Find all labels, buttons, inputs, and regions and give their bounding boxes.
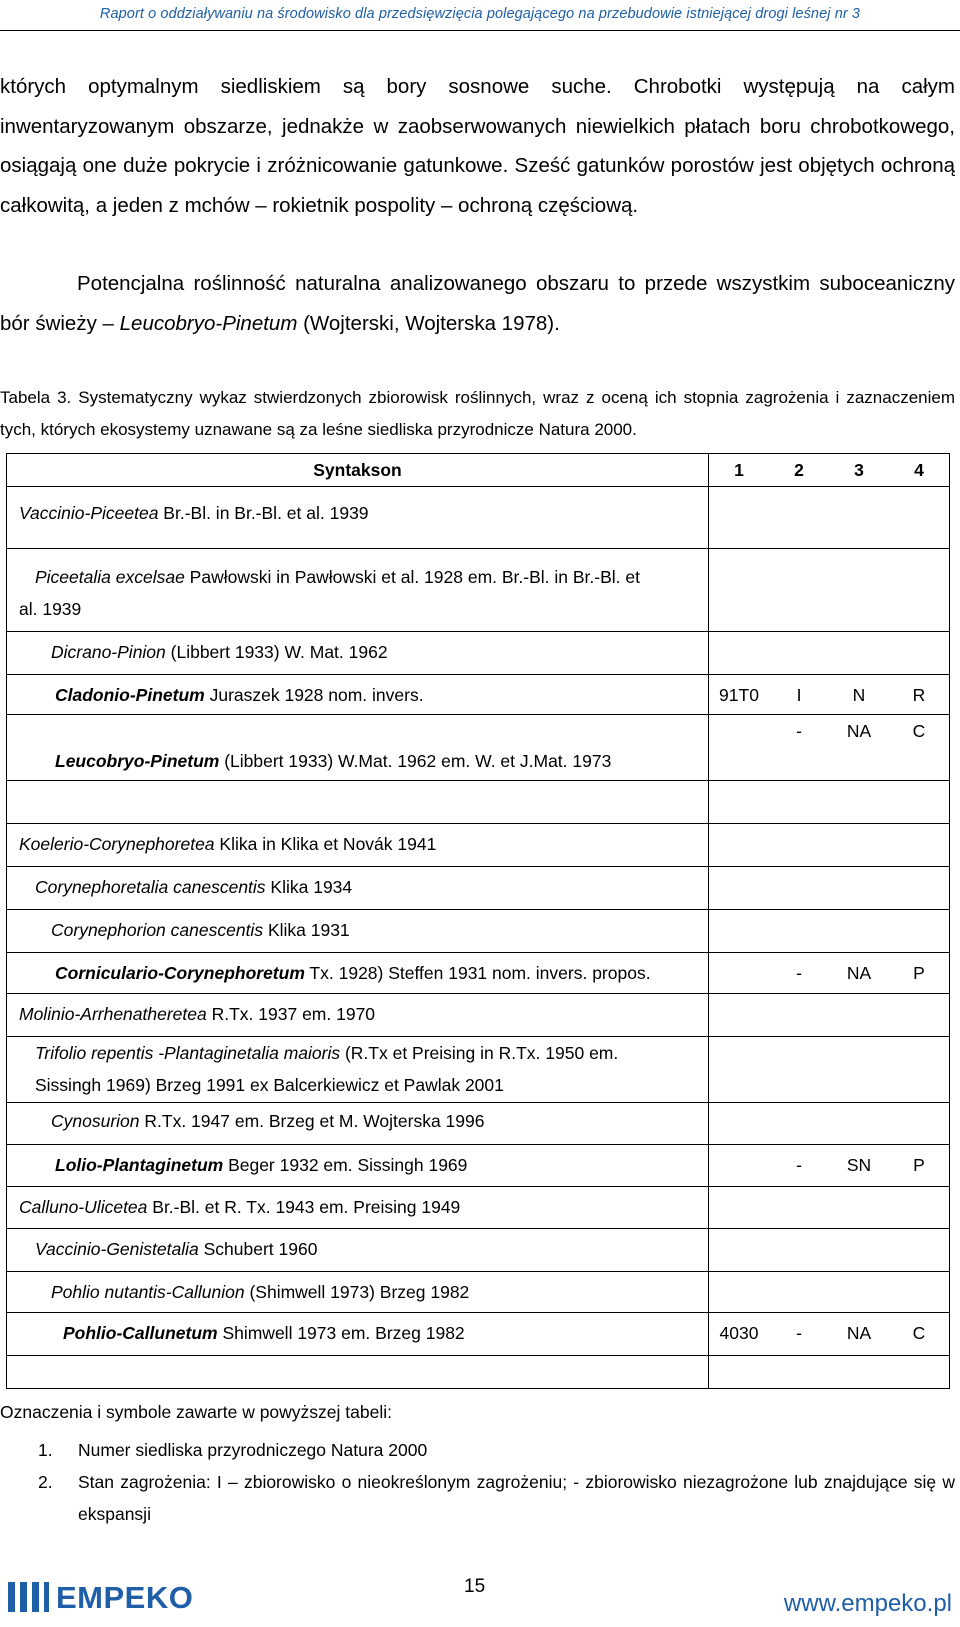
value-col-4 bbox=[889, 1229, 950, 1272]
value-col-3 bbox=[829, 1272, 889, 1313]
value-col-4 bbox=[889, 824, 950, 867]
value-col-3 bbox=[829, 1103, 889, 1145]
table-row bbox=[7, 994, 950, 1037]
syntaxon-cell bbox=[7, 824, 709, 867]
paragraph-lichens: których optymalnym siedliskiem są bory sosnowe suche. Chrobotki występują na całym inwentaryzowanym obszarze, jednakże w zaobserwowanych niewielkich płatach boru chrobotkowego, osiągają one duże pokrycie i zróżnicowanie gatunkowe. Sześć gatunków porostów jest objętych ochroną całkowitą, a jeden z mchów – rokietnik pospolity – ochroną częściową. bbox=[0, 75, 955, 217]
syntaxon-italic: Pohlio nutantis-Callunion bbox=[51, 1282, 245, 1302]
syntaxon-cell bbox=[7, 487, 709, 549]
value-col-4 bbox=[889, 1103, 950, 1145]
value-col-4 bbox=[889, 910, 950, 953]
value-col-3 bbox=[829, 910, 889, 953]
logo-bar-icon bbox=[20, 1582, 27, 1612]
syntaxon-author: Shimwell 1973 em. Brzeg 1982 bbox=[217, 1323, 465, 1343]
value-col-4 bbox=[889, 1272, 950, 1313]
value-col-2: - bbox=[769, 1145, 829, 1187]
syntaxon-italic: Cynosurion bbox=[51, 1111, 140, 1131]
syntaxon-author: R.Tx. 1947 em. Brzeg et M. Wojterska 1996 bbox=[139, 1111, 485, 1131]
value-col-4 bbox=[889, 487, 950, 549]
value-col-2: I bbox=[769, 675, 829, 715]
syntaxon-author: Klika 1934 bbox=[265, 877, 353, 897]
value-col-2 bbox=[769, 1229, 829, 1272]
empty-cell bbox=[709, 781, 770, 824]
syntaxon-author: Juraszek 1928 nom. invers. bbox=[204, 685, 424, 705]
syntaxon-cell bbox=[7, 715, 709, 781]
value-col-1 bbox=[709, 632, 770, 675]
syntaxon-author: Klika 1931 bbox=[263, 920, 350, 940]
syntaxon-italic: Vaccinio-Piceetea bbox=[19, 503, 159, 523]
syntaxon-author: Pawłowski in Pawłowski et al. 1928 em. Br.-Bl. in Br.-Bl. et bbox=[184, 567, 640, 587]
value-col-1 bbox=[709, 1103, 770, 1145]
value-col-4: R bbox=[889, 675, 950, 715]
value-col-1 bbox=[709, 1037, 770, 1103]
syntaxon-author: Br.-Bl. et R. Tx. 1943 em. Preising 1949 bbox=[147, 1197, 461, 1217]
empty-cell bbox=[889, 1356, 950, 1389]
value-col-1 bbox=[709, 953, 770, 994]
syntaxon-italic: Koelerio-Corynephoretea bbox=[19, 834, 215, 854]
logo-bar-icon bbox=[8, 1582, 15, 1612]
empty-cell bbox=[829, 1356, 889, 1389]
association-name: Pohlio-Callunetum bbox=[63, 1323, 218, 1343]
table-row bbox=[7, 632, 950, 675]
syntaxon-author: R.Tx. 1937 em. 1970 bbox=[206, 1004, 376, 1024]
syntaxon-author: (R.Tx et Preising in R.Tx. 1950 em. bbox=[340, 1043, 619, 1063]
empty-cell bbox=[889, 781, 950, 824]
syntaxon-cell bbox=[7, 867, 709, 910]
table-row bbox=[7, 1229, 950, 1272]
value-col-3 bbox=[829, 824, 889, 867]
table-row bbox=[7, 910, 950, 953]
value-col-4 bbox=[889, 1187, 950, 1229]
syntaxon-italic: Piceetalia excelsae bbox=[35, 567, 185, 587]
table-row bbox=[7, 1145, 950, 1187]
value-col-2 bbox=[769, 1272, 829, 1313]
page-number: 15 bbox=[464, 1576, 486, 1597]
value-col-1 bbox=[709, 549, 770, 632]
table-row bbox=[7, 824, 950, 867]
value-col-1 bbox=[709, 715, 770, 781]
page-footer bbox=[0, 1572, 960, 1622]
header-col-3: 3 bbox=[829, 454, 889, 487]
empty-cell bbox=[829, 781, 889, 824]
value-col-2: - bbox=[769, 1313, 829, 1356]
value-col-4: P bbox=[889, 953, 950, 994]
value-col-1 bbox=[709, 1145, 770, 1187]
syntaxon-italic: Molinio-Arrhenatheretea bbox=[19, 1004, 207, 1024]
value-col-2 bbox=[769, 994, 829, 1037]
value-col-2 bbox=[769, 549, 829, 632]
syntaxon-author: Beger 1932 em. Sissingh 1969 bbox=[223, 1155, 468, 1175]
legend-number: 2. bbox=[38, 1472, 53, 1492]
value-col-2 bbox=[769, 487, 829, 549]
syntaxon-italic: Dicrano-Pinion bbox=[51, 642, 166, 662]
logo-bar-icon bbox=[32, 1582, 39, 1612]
header-col-1: 1 bbox=[709, 454, 770, 487]
value-col-1 bbox=[709, 1229, 770, 1272]
value-col-3: NA bbox=[829, 953, 889, 994]
syntaxon-italic: Trifolio repentis -Plantaginetalia maioris bbox=[35, 1043, 341, 1063]
value-col-2 bbox=[769, 1187, 829, 1229]
empty-cell bbox=[709, 1356, 770, 1389]
table-spacer-row bbox=[7, 781, 950, 824]
table-row bbox=[7, 867, 950, 910]
document-header: Raport o oddziaływaniu na środowisko dla przedsięwzięcia polegającego na przebudowie istniejącej drogi leśnej nr 3 bbox=[99, 6, 861, 22]
value-col-3 bbox=[829, 867, 889, 910]
value-col-2 bbox=[769, 1103, 829, 1145]
value-col-1 bbox=[709, 994, 770, 1037]
value-col-2: - bbox=[769, 715, 829, 781]
syntaxon-cell bbox=[7, 549, 709, 632]
syntaxon-italic: Corynephoretalia canescentis bbox=[35, 877, 266, 897]
logo-text: EMPEKO bbox=[56, 1580, 194, 1615]
value-col-4: P bbox=[889, 1145, 950, 1187]
value-col-4: C bbox=[889, 715, 950, 781]
legend-title: Oznaczenia i symbole zawarte w powyższej tabeli: bbox=[0, 1402, 392, 1422]
header-syntakson: Syntakson bbox=[7, 454, 709, 487]
value-col-2 bbox=[769, 867, 829, 910]
syntaxon-author: Tx. 1928) Steffen 1931 nom. invers. propos. bbox=[304, 963, 651, 983]
syntaxon-author: (Libbert 1933) W.Mat. 1962 em. W. et J.Mat. 1973 bbox=[219, 751, 612, 771]
syntaxon-author-cont: al. 1939 bbox=[19, 599, 82, 619]
table-row bbox=[7, 1313, 950, 1356]
header-col-2: 2 bbox=[769, 454, 829, 487]
syntaxon-author-cont: Sissingh 1969) Brzeg 1991 ex Balcerkiewicz et Pawlak 2001 bbox=[35, 1075, 504, 1095]
table-row bbox=[7, 715, 950, 781]
table-row bbox=[7, 675, 950, 715]
header-divider bbox=[0, 30, 960, 31]
empty-cell bbox=[7, 781, 709, 824]
syntaxon-author: Br.-Bl. in Br.-Bl. et al. 1939 bbox=[158, 503, 369, 523]
value-col-3: NA bbox=[829, 715, 889, 781]
value-col-3 bbox=[829, 1229, 889, 1272]
syntaxon-author: Klika in Klika et Novák 1941 bbox=[214, 834, 437, 854]
value-col-1 bbox=[709, 487, 770, 549]
value-col-3: N bbox=[829, 675, 889, 715]
table-header-row bbox=[7, 454, 950, 487]
association-name: Lolio-Plantaginetum bbox=[55, 1155, 224, 1175]
value-col-4 bbox=[889, 632, 950, 675]
syntaxon-cell bbox=[7, 1272, 709, 1313]
empty-cell bbox=[769, 781, 829, 824]
syntaxon-cell bbox=[7, 1229, 709, 1272]
value-col-2 bbox=[769, 824, 829, 867]
value-col-3 bbox=[829, 632, 889, 675]
syntaxon-author: (Shimwell 1973) Brzeg 1982 bbox=[244, 1282, 470, 1302]
value-col-4 bbox=[889, 1037, 950, 1103]
syntaxon-cell bbox=[7, 953, 709, 994]
value-col-3 bbox=[829, 487, 889, 549]
syntaxon-cell bbox=[7, 1037, 709, 1103]
value-col-3 bbox=[829, 1187, 889, 1229]
table-row bbox=[7, 1103, 950, 1145]
value-col-3: SN bbox=[829, 1145, 889, 1187]
value-col-3: NA bbox=[829, 1313, 889, 1356]
association-name: Corniculario-Corynephoretum bbox=[55, 963, 305, 983]
syntaxon-italic: Corynephorion canescentis bbox=[51, 920, 264, 940]
syntaxon-cell bbox=[7, 1313, 709, 1356]
logo-bar-icon bbox=[44, 1582, 49, 1612]
table-caption: Tabela 3. Systematyczny wykaz stwierdzonych zbiorowisk roślinnych, wraz z oceną ich stopnia zagrożenia i zaznaczeniem tych, których ekosystemy uznawane są za leśne siedliska przyrodnicze Natura 2000. bbox=[0, 388, 955, 439]
p2-italic: Leucobryo-Pinetum bbox=[119, 311, 298, 335]
value-col-1 bbox=[709, 824, 770, 867]
value-col-4: C bbox=[889, 1313, 950, 1356]
syntaxon-cell bbox=[7, 1103, 709, 1145]
syntaxon-cell bbox=[7, 632, 709, 675]
value-col-1: 91T0 bbox=[709, 675, 770, 715]
value-col-4 bbox=[889, 867, 950, 910]
syntaxon-table bbox=[6, 453, 950, 1389]
syntaxon-cell bbox=[7, 910, 709, 953]
value-col-1 bbox=[709, 1272, 770, 1313]
value-col-2 bbox=[769, 910, 829, 953]
empty-cell bbox=[7, 1356, 709, 1389]
table-bottom-row bbox=[7, 1356, 950, 1389]
syntaxon-italic: Calluno-Ulicetea bbox=[19, 1197, 148, 1217]
syntaxon-cell bbox=[7, 1145, 709, 1187]
legend-number: 1. bbox=[38, 1440, 53, 1460]
value-col-4 bbox=[889, 994, 950, 1037]
syntaxon-cell bbox=[7, 1187, 709, 1229]
value-col-3 bbox=[829, 549, 889, 632]
syntaxon-cell bbox=[7, 994, 709, 1037]
association-name: Cladonio-Pinetum bbox=[55, 685, 205, 705]
value-col-1 bbox=[709, 867, 770, 910]
paragraph-potential-vegetation bbox=[0, 264, 955, 343]
header-col-4: 4 bbox=[889, 454, 950, 487]
legend-text: Numer siedliska przyrodniczego Natura 2000 bbox=[78, 1440, 428, 1460]
table-row bbox=[7, 953, 950, 994]
syntaxon-author: Schubert 1960 bbox=[198, 1239, 318, 1259]
table-row bbox=[7, 487, 950, 549]
association-name: Leucobryo-Pinetum bbox=[55, 751, 220, 771]
syntaxon-author: (Libbert 1933) W. Mat. 1962 bbox=[165, 642, 388, 662]
value-col-2 bbox=[769, 632, 829, 675]
p2-tail: (Wojterski, Wojterska 1978). bbox=[297, 311, 560, 335]
syntaxon-cell bbox=[7, 675, 709, 715]
website-link[interactable]: www.empeko.pl bbox=[783, 1590, 952, 1617]
syntaxon-italic: Vaccinio-Genistetalia bbox=[35, 1239, 199, 1259]
table-row bbox=[7, 549, 950, 632]
value-col-2: - bbox=[769, 953, 829, 994]
p2-text: Potencjalna roślinność naturalna analizowanego obszaru to przede wszystkim suboceaniczny bór świeży – bbox=[0, 272, 955, 335]
value-col-1 bbox=[709, 910, 770, 953]
table-row bbox=[7, 1187, 950, 1229]
value-col-1: 4030 bbox=[709, 1313, 770, 1356]
value-col-2 bbox=[769, 1037, 829, 1103]
value-col-3 bbox=[829, 1037, 889, 1103]
value-col-4 bbox=[889, 549, 950, 632]
value-col-3 bbox=[829, 994, 889, 1037]
table-row bbox=[7, 1272, 950, 1313]
legend-text: Stan zagrożenia: I – zbiorowisko o nieokreślonym zagrożeniu; - zbiorowisko niezagrożone lub znajdujące się w ekspansji bbox=[78, 1472, 955, 1524]
table-row bbox=[7, 1037, 950, 1103]
value-col-1 bbox=[709, 1187, 770, 1229]
empty-cell bbox=[769, 1356, 829, 1389]
